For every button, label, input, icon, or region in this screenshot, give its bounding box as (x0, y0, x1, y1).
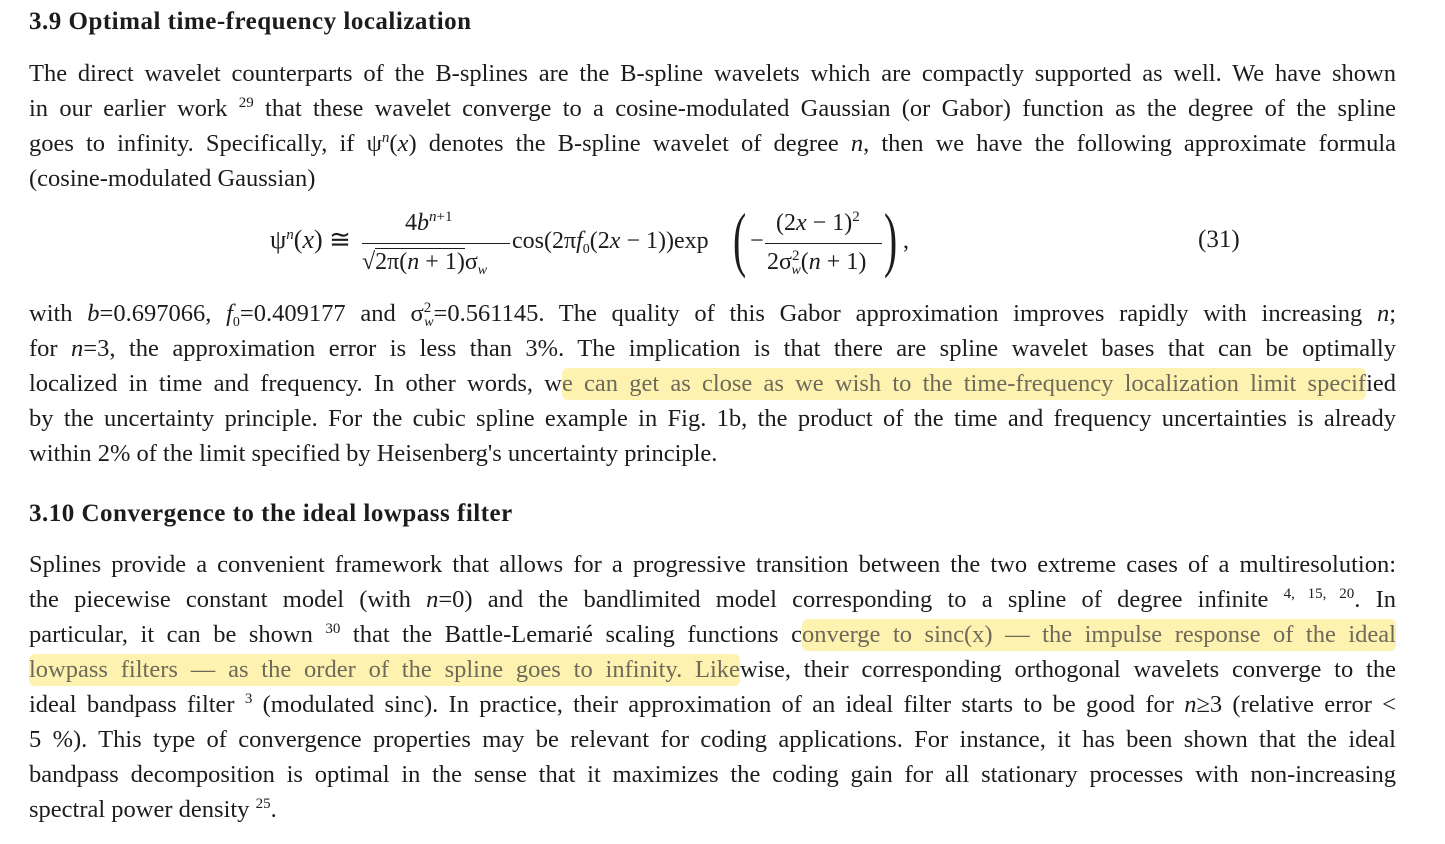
left-paren: ( (733, 199, 747, 279)
math-n: n (850, 130, 864, 157)
paragraph-line: bandpass decomposition is optimal in the sense that it maximizes the coding gain for all stationary processes with non-increasing (29, 761, 1396, 788)
equation-cos-term: $\cos(2\pi f_0(2x - 1))\exp$ (512, 228, 709, 257)
paragraph-line: ideal bandpass filter $^3$ (modulated sinc). In practice, their approximation of an ideal filter starts to be good for n≥3 (relative error < (29, 691, 1396, 718)
right-paren: ) (884, 199, 898, 279)
paragraph-line: with b=0.697066, $f_0=0.409177$ and $\sigma^2_w=0.561145$. The quality of this Gabor approximation improves rapidly with increasing n; (29, 300, 1396, 330)
paragraph-line: The direct wavelet counterparts of the B-splines are the B-spline wavelets which are compactly supported as well. We have shown (29, 60, 1396, 87)
fraction-bar (362, 243, 510, 244)
equation-comma: , (903, 228, 909, 254)
paragraph-line: 5 %). This type of convergence properties may be relevant for coding applications. For instance, it has been shown that the ideal (29, 726, 1396, 753)
paragraph-line: lowpass filters — as the order of the spline goes to infinity. Likewise, their corresponding orthogonal wavelets converge to the (29, 652, 1396, 687)
citation-ref: 4, 15, 20 (1283, 586, 1355, 602)
minus-sign: − (750, 228, 764, 254)
exp-fraction-bar (765, 243, 882, 244)
paragraph-line: in our earlier work $^{29}$ that these wavelet converge to a cosine-modulated Gaussian (or Gabor) function as the degree of the spline (29, 95, 1397, 122)
paragraph-line: by the uncertainty principle. For the cubic spline example in Fig. 1b, the product of the time and frequency uncertainties is already (29, 405, 1396, 432)
equation-lhs: $\psi^n(x)$ ≅ (270, 225, 351, 254)
exp-denominator: $2\sigma^2_w(n + 1)$ (767, 248, 867, 278)
fraction-denominator: $√2\pi(n + 1)\sigma_w$ (362, 249, 488, 278)
highlight: e can get as close as we wish to the time-frequency localization limit specif (562, 368, 1366, 400)
paragraph-line: the piecewise constant model (with n=0) and the bandlimited model corresponding to a spline of degree infinite $^{4, 15, 20}$. In (29, 586, 1396, 613)
citation-ref: 3 (244, 691, 253, 707)
citation-ref: 30 (325, 621, 341, 637)
paragraph-line: goes to infinity. Specifically, if $\psi^n(x)$ denotes the B-spline wavelet of degree n, then we have the following approximate formula (29, 130, 1397, 157)
equation-number: (31) (1198, 226, 1240, 253)
exp-numerator: $(2x - 1)^2$ (776, 209, 860, 236)
section-heading-3-10: 3.10 Convergence to the ideal lowpass filter (29, 500, 513, 527)
citation-ref: 29 (238, 95, 254, 111)
highlight: onverge to sinc(x) — the impulse response of the ideal (802, 619, 1396, 651)
fraction-numerator: $4b^{n+1}$ (405, 209, 453, 236)
psi-symbol: $\psi^n(x)$ (366, 130, 417, 157)
section-heading-3-9: 3.9 Optimal time-frequency localization (29, 8, 472, 35)
equation-31 (0, 200, 1445, 290)
paragraph-line: for n=3, the approximation error is less than 3%. The implication is that there are spline wavelet bases that can be optimally (29, 335, 1396, 362)
highlight: lowpass filters — as the order of the spline goes to infinity. Like (29, 654, 740, 686)
paragraph-line: particular, it can be shown $^{30}$ that the Battle-Lemarié scaling functions converge to sinc(x) — the impulse response of the ideal (29, 617, 1396, 652)
paragraph-line: Splines provide a convenient framework that allows for a progressive transition between the two extreme cases of a multiresolution: (29, 551, 1396, 578)
paragraph-line: localized in time and frequency. In other words, we can get as close as we wish to the time-frequency localization limit specified (29, 366, 1396, 401)
citation-ref: 25 (255, 796, 271, 812)
paragraph-line: spectral power density $^{25}$. (29, 796, 277, 823)
paragraph-line: within 2% of the limit specified by Heisenberg's uncertainty principle. (29, 440, 718, 467)
paragraph-line: (cosine-modulated Gaussian) (29, 165, 316, 192)
